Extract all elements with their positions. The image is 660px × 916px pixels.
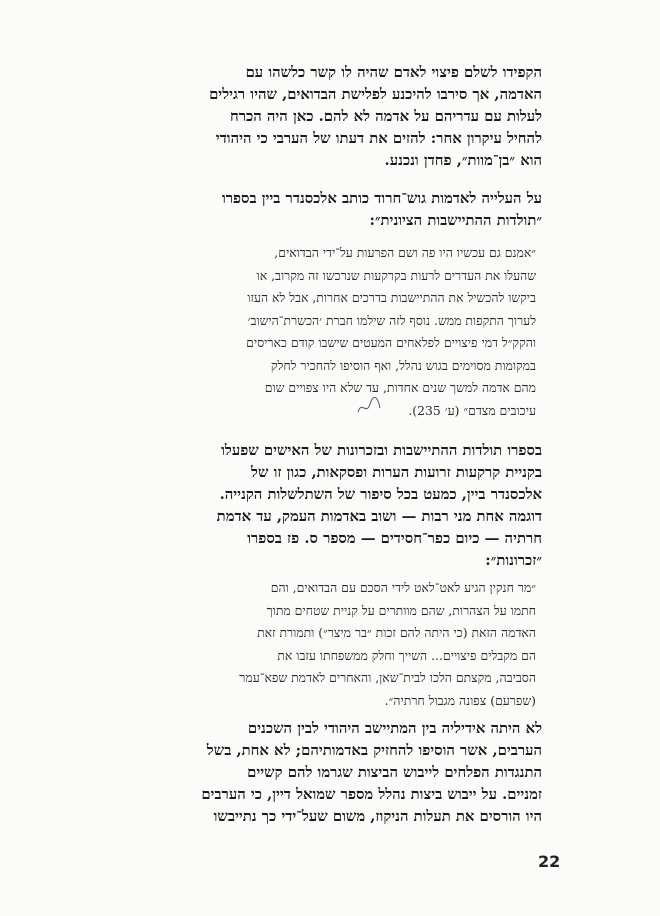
quote-line: במקומות מסוימים בגוש נהלל, ואף הוסיפו להחכיר לחלק [270,357,536,373]
quote-line: עיכובים מצדם״ (ע׳ 235). [408,402,536,418]
text-line: בקניית קרקעות זרועות הערות ופסקאות, כגון זו של [251,464,542,481]
quote-line: לערוך התקפות ממש. נוסף לזה שילמו חברת ׳הכשרת־הישוב׳ [247,312,536,328]
quote-line: האדמה הזאת (כי היתה להם זכות ״בר מיצר״) ותמורת זאת [257,625,536,640]
quote-line: (שפרעם) צפונה מגבול חרתיה״. [384,692,536,708]
quote-1 [131,242,536,422]
pencil-mark-icon [356,394,382,418]
paragraph-2 [122,188,542,232]
text-line: אלכסנדר ביין, כמעט בכל סיפור של השתלשלות הקנייה. [219,486,542,503]
paragraph-4 [122,718,542,828]
text-line: האדמה, אך סירבו להיכנע לפלישת הבדואים, שהיו רגילים [209,86,542,103]
paragraph-1 [122,62,542,172]
text-line: הערבים, אשר הוסיפו להחזיק באדמותיהם; לא אחת, בשל [206,742,542,759]
quote-line: ״אמנם גם עכשיו היו פה ושם הפרעות על־ידי הבדואים, [274,245,536,260]
text-line: בספרו תולדות ההתיישבות ובזכרונות של האישים שפעלו [221,442,542,459]
text-line: על העלייה לאדמות גוש־חרוד כותב אלכסנדר ביין בספרו [221,190,542,207]
text-line: התנגדות הפלחים לייבוש הביצות שגרמו להם קשיים [247,764,542,781]
text-line: לא היתה אידיליה בין המתיישב היהודי לבין השכנים [247,720,542,737]
text-line: היו הורסים את תעלות הניקוז, משום שעל־ידי כך נתייבשו [213,808,542,825]
quote-line: הסביבה, מקצתם הלכו לבית־שאן, והאחרים לאדמת שפא־עמר [239,670,536,685]
text-line: הוא ״בן־מוות״, פחדן ונכנע. [384,152,542,169]
text-line: זמניים. על ייבוש ביצות נהלל מספר שמואל דיין, כי הערבים [201,786,542,803]
quote-line: שהעלו את העדרים לרעות בקרקעות שנרכשו זה מקרוב, או [256,267,536,283]
page-number: 22 [538,852,561,871]
text-line: ״זכרונות״: [485,552,542,569]
quote-line: הם מקבלים פיצויים... השייך וחלק ממשפחתו עזבו את [277,647,536,663]
text-line: הקפידו לשלם פיצוי לאדם שהיה לו קשר כלשהו עם [245,64,542,81]
text-line: לעלות עם עדריהם על אדמה לא להם. כאן היה הכרח [230,108,542,125]
paragraph-3 [122,440,542,572]
text-line: חרתיה — כיום כפר־חסידים — מספר ס. פז בספרו [247,530,542,547]
quote-line: ״מר חנקין הגיע לאט־לאט לידי הסכם עם הבדואים, והם [270,580,536,595]
text-line: דוגמה אחת מני רבות — ושוב באדמות העמק, עד אדמת [216,508,542,525]
quote-line: והקק״ל דמי פיצויים לפלאחים המעטים שישבו קודם כאריסים [246,335,536,350]
quote-line: מהם אדמה למשך שנים אחדות, עד שלא היו צפויים שום [264,380,536,395]
text-line: ״תולדות ההתיישבות הציונית״: [369,212,542,229]
quote-line: ביקשו להכשיל את ההתיישבות בדרכים אחרות, אבל לא העזו [247,290,536,305]
quote-2 [131,577,536,712]
text-line: להחיל עיקרון אחר: להזים את דעתו של הערבי כי היהודי [215,130,542,147]
quote-line: חתמו על הצהרות, שהם מוותרים על קניית שטחים מתוך [266,602,536,618]
